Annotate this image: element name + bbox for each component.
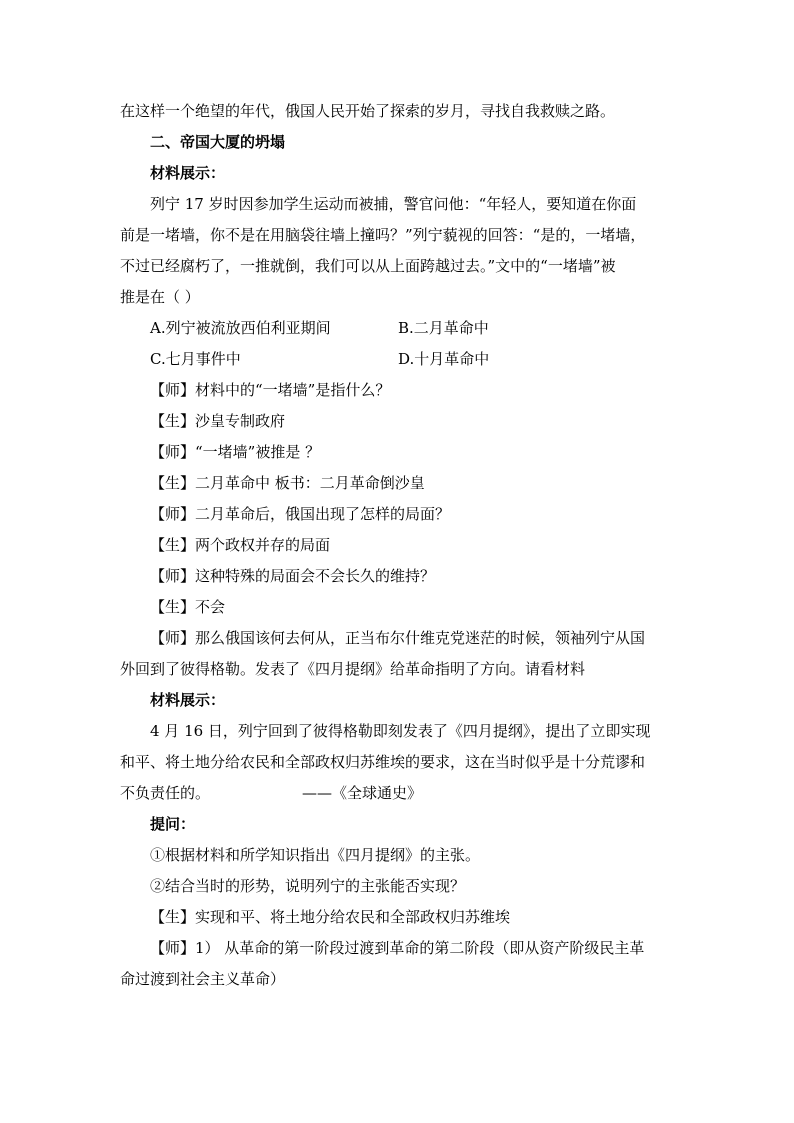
options-row bbox=[120, 344, 674, 375]
material-text-line: 不过已经腐朽了，一推就倒，我们可以从上面跨越过去。”文中的“一堵墙”被 bbox=[120, 257, 616, 275]
question-line: ①根据材料和所学知识指出《四月提纲》的主张。 bbox=[150, 846, 481, 864]
options-row bbox=[120, 313, 674, 344]
option-b: B.二月革命中 bbox=[398, 319, 489, 337]
material-text-line: 推是在（ ） bbox=[120, 288, 200, 306]
question-label: 提问： bbox=[150, 815, 196, 833]
material-source: ——《全球通史》 bbox=[302, 784, 423, 802]
option-c: C.七月事件中 bbox=[150, 350, 241, 368]
dialogue-line: 【生】二月革命中 板书：二月革命倒沙皇 bbox=[150, 474, 425, 492]
dialogue-line: 【生】沙皇专制政府 bbox=[150, 412, 286, 430]
option-a: A.列宁被流放西伯利亚期间 bbox=[150, 319, 331, 337]
dialogue-line: 【生】实现和平、将土地分给农民和全部政权归苏维埃 bbox=[150, 908, 511, 926]
dialogue-line: 【师】那么俄国该何去何从，正当布尔什维克党迷茫的时候，领袖列宁从国 bbox=[150, 629, 646, 647]
dialogue-line: 外回到了彼得格勒。发表了《四月提纲》给革命指明了方向。请看材料 bbox=[120, 660, 586, 678]
material-text-line: 4 月 16 日，列宁回到了彼得格勒即刻发表了《四月提纲》，提出了立即实现 bbox=[150, 722, 651, 740]
dialogue-line: 【师】材料中的“一堵墙”是指什么？ bbox=[150, 381, 391, 399]
material-text-line: 列宁 17 岁时因参加学生运动而被捕，警官问他：“年轻人，要知道在你面 bbox=[150, 195, 637, 213]
dialogue-line: 【师】二月革命后，俄国出现了怎样的局面？ bbox=[150, 505, 451, 523]
dialogue-line: 【师】“一堵墙”被推是 ？ bbox=[150, 443, 321, 461]
material-text-end: 不负责任的。 bbox=[120, 784, 211, 802]
material-text-line: 前是一堵墙，你不是在用脑袋往墙上撞吗？”列宁藐视的回答：“是的，一堵墙， bbox=[120, 226, 646, 244]
dialogue-line: 【师】1） 从革命的第一阶段过渡到革命的第二阶段（即从资产阶级民主革 bbox=[150, 939, 645, 957]
material-text-line bbox=[120, 778, 674, 809]
dialogue-line: 命过渡到社会主义革命） bbox=[120, 970, 286, 988]
material-text-line: 和平、将土地分给农民和全部政权归苏维埃的要求，这在当时似乎是十分荒谬和 bbox=[120, 753, 646, 771]
document-body bbox=[120, 96, 674, 995]
section-heading: 二、帝国大厦的坍塌 bbox=[150, 133, 286, 151]
dialogue-line: 【生】不会 bbox=[150, 598, 226, 616]
paragraph-line: 在这样一个绝望的年代，俄国人民开始了探索的岁月，寻找自我救赎之路。 bbox=[120, 102, 616, 120]
question-line: ②结合当时的形势，说明列宁的主张能否实现？ bbox=[150, 877, 466, 895]
dialogue-line: 【师】这种特殊的局面会不会长久的维持？ bbox=[150, 567, 436, 585]
option-d: D.十月革命中 bbox=[398, 350, 490, 368]
dialogue-line: 【生】两个政权并存的局面 bbox=[150, 536, 331, 554]
material-label: 材料展示： bbox=[150, 691, 226, 709]
material-label: 材料展示： bbox=[150, 164, 226, 182]
